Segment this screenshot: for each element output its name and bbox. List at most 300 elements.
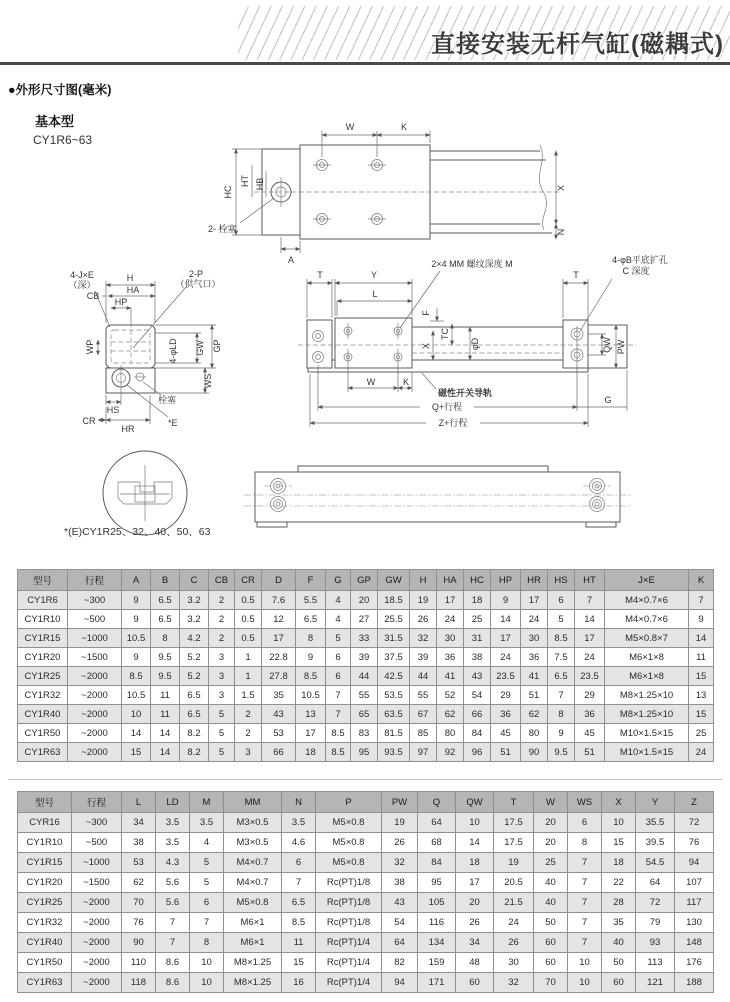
value-cell: M6×1 bbox=[224, 933, 282, 953]
table-row bbox=[18, 629, 714, 648]
dim-label-hc: HC bbox=[223, 185, 233, 199]
value-cell: 3 bbox=[209, 648, 235, 667]
dimension-drawings bbox=[0, 105, 730, 565]
value-cell: 43 bbox=[464, 667, 491, 686]
column-header: P bbox=[316, 792, 382, 813]
value-cell: 18 bbox=[456, 853, 494, 873]
value-cell: Rc(PT)1/4 bbox=[316, 973, 382, 993]
dim-label-x-front: X bbox=[421, 342, 431, 350]
column-header: HA bbox=[437, 570, 464, 591]
value-cell: 80 bbox=[437, 724, 464, 743]
value-cell: 17 bbox=[456, 873, 494, 893]
value-cell: 12 bbox=[262, 610, 296, 629]
model-cell: CY1R25 bbox=[18, 667, 68, 686]
value-cell: 8.5 bbox=[326, 743, 351, 762]
z-stroke-label: Z+行程 bbox=[438, 418, 468, 428]
value-cell: 110 bbox=[122, 953, 156, 973]
value-cell: 50 bbox=[534, 913, 568, 933]
value-cell: 7 bbox=[326, 686, 351, 705]
dim-label-a: A bbox=[287, 255, 295, 265]
dimension-table-1 bbox=[17, 569, 714, 762]
value-cell: 26 bbox=[456, 913, 494, 933]
value-cell: 7 bbox=[190, 913, 224, 933]
value-cell: 53.5 bbox=[378, 686, 410, 705]
value-cell: 10 bbox=[568, 973, 602, 993]
value-cell: 66 bbox=[262, 743, 296, 762]
port-callout-sub: （供气口） bbox=[175, 279, 221, 289]
value-cell: 64 bbox=[418, 813, 456, 833]
value-cell: 26 bbox=[382, 833, 418, 853]
value-cell: 93 bbox=[636, 933, 675, 953]
value-cell: 6.5 bbox=[151, 591, 180, 610]
value-cell: 35 bbox=[602, 913, 636, 933]
value-cell: 7 bbox=[568, 893, 602, 913]
column-header: B bbox=[151, 570, 180, 591]
value-cell: 3 bbox=[209, 667, 235, 686]
value-cell: M5×0.8 bbox=[316, 853, 382, 873]
value-cell: 5 bbox=[209, 724, 235, 743]
dim-label-hp: HP bbox=[114, 297, 128, 307]
value-cell: 3.2 bbox=[180, 591, 209, 610]
value-cell: 11 bbox=[282, 933, 316, 953]
dim-label-cb: CB bbox=[86, 291, 100, 301]
value-cell: 17 bbox=[521, 591, 548, 610]
dim-label-jxe: 4-J×E bbox=[70, 270, 94, 280]
value-cell: 116 bbox=[418, 913, 456, 933]
value-cell: 53 bbox=[262, 724, 296, 743]
column-header: W bbox=[534, 792, 568, 813]
value-cell: 51 bbox=[521, 686, 548, 705]
value-cell: 9.5 bbox=[548, 743, 575, 762]
value-cell: 42.5 bbox=[378, 667, 410, 686]
value-cell: 0.5 bbox=[235, 629, 262, 648]
value-cell: 159 bbox=[418, 953, 456, 973]
column-header: HP bbox=[491, 570, 521, 591]
value-cell: 6 bbox=[190, 893, 224, 913]
value-cell: 51 bbox=[491, 743, 521, 762]
dim-label-hr: HR bbox=[121, 424, 135, 434]
value-cell: 5.5 bbox=[296, 591, 326, 610]
value-cell: ~2000 bbox=[68, 724, 122, 743]
column-header: Q bbox=[418, 792, 456, 813]
value-cell: 36 bbox=[437, 648, 464, 667]
model-cell: CY1R40 bbox=[18, 705, 68, 724]
value-cell: 60 bbox=[456, 973, 494, 993]
value-cell: 48 bbox=[456, 953, 494, 973]
value-cell: 17 bbox=[262, 629, 296, 648]
value-cell: 31 bbox=[464, 629, 491, 648]
value-cell: ~2000 bbox=[72, 913, 122, 933]
value-cell: 10 bbox=[568, 953, 602, 973]
value-cell: 54 bbox=[464, 686, 491, 705]
value-cell: 70 bbox=[122, 893, 156, 913]
value-cell: 9 bbox=[548, 724, 575, 743]
value-cell: 10.5 bbox=[122, 686, 151, 705]
table-row bbox=[18, 724, 714, 743]
value-cell: 39.5 bbox=[636, 833, 675, 853]
value-cell: 64 bbox=[382, 933, 418, 953]
model-cell: CY1R6 bbox=[18, 591, 68, 610]
value-cell: ~2000 bbox=[72, 893, 122, 913]
dim-label-g: G bbox=[604, 395, 612, 405]
value-cell: 2 bbox=[209, 591, 235, 610]
value-cell: 62 bbox=[437, 705, 464, 724]
model-cell: CY1R20 bbox=[18, 873, 72, 893]
model-cell: CY1R50 bbox=[18, 724, 68, 743]
value-cell: 8.2 bbox=[180, 724, 209, 743]
value-cell: 54.5 bbox=[636, 853, 675, 873]
value-cell: 41 bbox=[521, 667, 548, 686]
value-cell: 14 bbox=[491, 610, 521, 629]
value-cell: 28 bbox=[602, 893, 636, 913]
value-cell: 9.5 bbox=[151, 667, 180, 686]
value-cell: 16 bbox=[282, 973, 316, 993]
value-cell: 15 bbox=[602, 833, 636, 853]
value-cell: 95 bbox=[351, 743, 378, 762]
value-cell: 5 bbox=[326, 629, 351, 648]
value-cell: 20.5 bbox=[494, 873, 534, 893]
value-cell: 7 bbox=[548, 686, 575, 705]
value-cell: 10 bbox=[122, 705, 151, 724]
value-cell: 36 bbox=[575, 705, 605, 724]
value-cell: 6 bbox=[326, 667, 351, 686]
column-header: HS bbox=[548, 570, 575, 591]
value-cell: 60 bbox=[534, 933, 568, 953]
value-cell: 19 bbox=[494, 853, 534, 873]
value-cell: 3.5 bbox=[190, 813, 224, 833]
table-row bbox=[18, 833, 714, 853]
detail-note: *(E)CY1R25、32、40、50、63 bbox=[64, 526, 211, 538]
value-cell: M6×1 bbox=[224, 913, 282, 933]
value-cell: 8 bbox=[296, 629, 326, 648]
value-cell: 24 bbox=[575, 648, 605, 667]
table-row bbox=[18, 743, 714, 762]
value-cell: 22 bbox=[602, 873, 636, 893]
value-cell: 40 bbox=[534, 873, 568, 893]
value-cell: 2 bbox=[209, 629, 235, 648]
value-cell: 9 bbox=[491, 591, 521, 610]
value-cell: 36 bbox=[521, 648, 548, 667]
table-row bbox=[18, 648, 714, 667]
dim-label-h: H bbox=[126, 273, 134, 283]
value-cell: 51 bbox=[575, 743, 605, 762]
value-cell: M3×0.5 bbox=[224, 813, 282, 833]
value-cell: 9 bbox=[122, 648, 151, 667]
table-row bbox=[18, 953, 714, 973]
model-cell: CY1R15 bbox=[18, 629, 68, 648]
value-cell: 26 bbox=[494, 933, 534, 953]
value-cell: ~2000 bbox=[68, 686, 122, 705]
value-cell: 70 bbox=[534, 973, 568, 993]
value-cell: 27 bbox=[351, 610, 378, 629]
model-cell: CY1R63 bbox=[18, 743, 68, 762]
value-cell: 4.2 bbox=[180, 629, 209, 648]
value-cell: 6 bbox=[326, 648, 351, 667]
model-cell: CY1R63 bbox=[18, 973, 72, 993]
column-header: 行程 bbox=[68, 570, 122, 591]
value-cell: 9 bbox=[122, 591, 151, 610]
value-cell: 38 bbox=[464, 648, 491, 667]
value-cell: 5 bbox=[548, 610, 575, 629]
value-cell: ~1000 bbox=[68, 629, 122, 648]
value-cell: 81.5 bbox=[378, 724, 410, 743]
model-cell: CY1R32 bbox=[18, 686, 68, 705]
column-header: MM bbox=[224, 792, 282, 813]
dim-label-ht: HT bbox=[240, 175, 250, 187]
model-cell: CY1R32 bbox=[18, 913, 72, 933]
value-cell: 79 bbox=[636, 913, 675, 933]
value-cell: 67 bbox=[410, 705, 437, 724]
table-row bbox=[18, 853, 714, 873]
value-cell: 53 bbox=[122, 853, 156, 873]
column-header: C bbox=[180, 570, 209, 591]
value-cell: 38 bbox=[122, 833, 156, 853]
value-cell: 62 bbox=[521, 705, 548, 724]
value-cell: ~2000 bbox=[72, 973, 122, 993]
value-cell: 14 bbox=[151, 743, 180, 762]
value-cell: 14 bbox=[689, 629, 714, 648]
value-cell: ~2000 bbox=[68, 705, 122, 724]
column-header: HT bbox=[575, 570, 605, 591]
dim-label-x-top: X bbox=[556, 184, 566, 192]
value-cell: 118 bbox=[122, 973, 156, 993]
value-cell: 24 bbox=[437, 610, 464, 629]
value-cell: 66 bbox=[464, 705, 491, 724]
value-cell: 44 bbox=[410, 667, 437, 686]
value-cell: 24 bbox=[521, 610, 548, 629]
value-cell: 5.2 bbox=[180, 667, 209, 686]
value-cell: ~500 bbox=[72, 833, 122, 853]
value-cell: 84 bbox=[418, 853, 456, 873]
value-cell: 5 bbox=[190, 853, 224, 873]
bottom-view-drawing bbox=[244, 466, 632, 527]
value-cell: 30 bbox=[521, 629, 548, 648]
value-cell: 55 bbox=[351, 686, 378, 705]
dim-label-t-right: T bbox=[573, 270, 579, 280]
value-cell: 8.6 bbox=[156, 953, 190, 973]
value-cell: 37.5 bbox=[378, 648, 410, 667]
column-header: X bbox=[602, 792, 636, 813]
value-cell: 15 bbox=[689, 667, 714, 686]
side-view-drawing bbox=[68, 269, 222, 434]
value-cell: 121 bbox=[636, 973, 675, 993]
value-cell: 7 bbox=[282, 873, 316, 893]
column-header: D bbox=[262, 570, 296, 591]
dim-label-tc: TC bbox=[440, 328, 450, 340]
value-cell: 113 bbox=[636, 953, 675, 973]
value-cell: 82 bbox=[382, 953, 418, 973]
value-cell: 25 bbox=[689, 724, 714, 743]
e-callout: *E bbox=[168, 418, 178, 428]
value-cell: Rc(PT)1/8 bbox=[316, 913, 382, 933]
value-cell: 4 bbox=[190, 833, 224, 853]
dimension-table-2 bbox=[17, 791, 714, 993]
value-cell: 50 bbox=[602, 953, 636, 973]
value-cell: 21.5 bbox=[494, 893, 534, 913]
value-cell: Rc(PT)1/8 bbox=[316, 873, 382, 893]
value-cell: 7 bbox=[568, 853, 602, 873]
value-cell: 20 bbox=[456, 893, 494, 913]
value-cell: 4.6 bbox=[282, 833, 316, 853]
value-cell: 20 bbox=[351, 591, 378, 610]
value-cell: 68 bbox=[418, 833, 456, 853]
value-cell: 3 bbox=[235, 743, 262, 762]
value-cell: 10 bbox=[190, 953, 224, 973]
value-cell: 15 bbox=[282, 953, 316, 973]
value-cell: M8×1.25×10 bbox=[605, 686, 689, 705]
value-cell: 60 bbox=[534, 953, 568, 973]
value-cell: 1.5 bbox=[235, 686, 262, 705]
value-cell: 19 bbox=[410, 591, 437, 610]
value-cell: M8×1.25 bbox=[224, 953, 282, 973]
column-header: 型号 bbox=[18, 792, 72, 813]
value-cell: ~2000 bbox=[68, 743, 122, 762]
value-cell: M4×0.7 bbox=[224, 873, 282, 893]
value-cell: 4.3 bbox=[156, 853, 190, 873]
value-cell: 13 bbox=[689, 686, 714, 705]
model-range-label: CY1R6~63 bbox=[33, 133, 93, 147]
dim-label-w: W bbox=[345, 122, 355, 132]
value-cell: 7 bbox=[326, 705, 351, 724]
value-cell: 7 bbox=[568, 913, 602, 933]
value-cell: 22.8 bbox=[262, 648, 296, 667]
value-cell: 54 bbox=[382, 913, 418, 933]
value-cell: 8.5 bbox=[548, 629, 575, 648]
value-cell: 6.5 bbox=[282, 893, 316, 913]
table-row bbox=[18, 610, 714, 629]
dim-label-w-front: W bbox=[366, 377, 376, 387]
column-header: K bbox=[689, 570, 714, 591]
value-cell: 11 bbox=[151, 705, 180, 724]
column-header: HC bbox=[464, 570, 491, 591]
value-cell: 27.8 bbox=[262, 667, 296, 686]
value-cell: 107 bbox=[675, 873, 714, 893]
value-cell: 23.5 bbox=[575, 667, 605, 686]
value-cell: 40 bbox=[534, 893, 568, 913]
value-cell: M6×1×8 bbox=[605, 667, 689, 686]
plug-callout: 2- 栓塞 bbox=[208, 224, 237, 234]
table-row bbox=[18, 973, 714, 993]
table-row bbox=[18, 686, 714, 705]
value-cell: 31.5 bbox=[378, 629, 410, 648]
counterbore-note: 4-φB平底扩孔 bbox=[612, 255, 668, 265]
dim-label-l: L bbox=[372, 289, 378, 299]
header-row bbox=[18, 792, 714, 813]
q-stroke-label: Q+行程 bbox=[431, 402, 463, 412]
dim-label-jxe-depth: （深） bbox=[68, 280, 96, 290]
value-cell: ~1500 bbox=[68, 648, 122, 667]
value-cell: 3.5 bbox=[282, 813, 316, 833]
value-cell: M10×1.5×15 bbox=[605, 743, 689, 762]
value-cell: 18.5 bbox=[378, 591, 410, 610]
value-cell: 1 bbox=[235, 667, 262, 686]
top-view-drawing bbox=[208, 122, 566, 265]
dim-label-y: Y bbox=[370, 270, 378, 280]
value-cell: 93.5 bbox=[378, 743, 410, 762]
column-header: PW bbox=[382, 792, 418, 813]
model-cell: CY1R10 bbox=[18, 610, 68, 629]
value-cell: ~1000 bbox=[72, 853, 122, 873]
model-cell: CY1R15 bbox=[18, 853, 72, 873]
value-cell: 25 bbox=[534, 853, 568, 873]
value-cell: 6.5 bbox=[180, 705, 209, 724]
model-cell: CY1R40 bbox=[18, 933, 72, 953]
value-cell: 55 bbox=[410, 686, 437, 705]
value-cell: 8 bbox=[190, 933, 224, 953]
value-cell: 18 bbox=[602, 853, 636, 873]
value-cell: 20 bbox=[534, 833, 568, 853]
column-header: J×E bbox=[605, 570, 689, 591]
value-cell: 2 bbox=[209, 610, 235, 629]
value-cell: 34 bbox=[456, 933, 494, 953]
column-header: CB bbox=[209, 570, 235, 591]
value-cell: 94 bbox=[675, 853, 714, 873]
port-callout: 2-P bbox=[188, 269, 204, 279]
value-cell: 43 bbox=[382, 893, 418, 913]
column-header: LD bbox=[156, 792, 190, 813]
value-cell: 80 bbox=[521, 724, 548, 743]
dim-label-ws: WS bbox=[203, 373, 213, 389]
value-cell: 17 bbox=[575, 629, 605, 648]
value-cell: 10.5 bbox=[122, 629, 151, 648]
value-cell: 7.6 bbox=[262, 591, 296, 610]
value-cell: ~2000 bbox=[72, 933, 122, 953]
value-cell: 3.5 bbox=[156, 833, 190, 853]
table-row bbox=[18, 667, 714, 686]
value-cell: 17.5 bbox=[494, 833, 534, 853]
column-header: HR bbox=[521, 570, 548, 591]
value-cell: 17 bbox=[491, 629, 521, 648]
value-cell: 64 bbox=[636, 873, 675, 893]
table-row bbox=[18, 933, 714, 953]
value-cell: 23.5 bbox=[491, 667, 521, 686]
table-divider bbox=[8, 779, 722, 780]
value-cell: 8.5 bbox=[122, 667, 151, 686]
column-header: H bbox=[410, 570, 437, 591]
column-header: F bbox=[296, 570, 326, 591]
header-row bbox=[18, 570, 714, 591]
value-cell: 4 bbox=[326, 591, 351, 610]
value-cell: 7 bbox=[156, 933, 190, 953]
value-cell: 117 bbox=[675, 893, 714, 913]
value-cell: 11 bbox=[151, 686, 180, 705]
value-cell: M5×0.8 bbox=[316, 833, 382, 853]
value-cell: 63.5 bbox=[378, 705, 410, 724]
value-cell: 83 bbox=[351, 724, 378, 743]
value-cell: 17 bbox=[296, 724, 326, 743]
value-cell: 20 bbox=[534, 813, 568, 833]
value-cell: 65 bbox=[351, 705, 378, 724]
value-cell: 9 bbox=[296, 648, 326, 667]
value-cell: 90 bbox=[521, 743, 548, 762]
value-cell: 7 bbox=[575, 591, 605, 610]
value-cell: 96 bbox=[464, 743, 491, 762]
value-cell: 19 bbox=[382, 813, 418, 833]
value-cell: 6.5 bbox=[296, 610, 326, 629]
value-cell: 0.5 bbox=[235, 610, 262, 629]
value-cell: 14 bbox=[151, 724, 180, 743]
value-cell: 2 bbox=[235, 705, 262, 724]
value-cell: 7 bbox=[689, 591, 714, 610]
column-header: Y bbox=[636, 792, 675, 813]
value-cell: M6×1×8 bbox=[605, 648, 689, 667]
value-cell: 33 bbox=[351, 629, 378, 648]
value-cell: 35 bbox=[262, 686, 296, 705]
dim-label-pw: PW bbox=[616, 339, 626, 355]
value-cell: 5 bbox=[209, 743, 235, 762]
value-cell: M3×0.5 bbox=[224, 833, 282, 853]
table-row bbox=[18, 813, 714, 833]
